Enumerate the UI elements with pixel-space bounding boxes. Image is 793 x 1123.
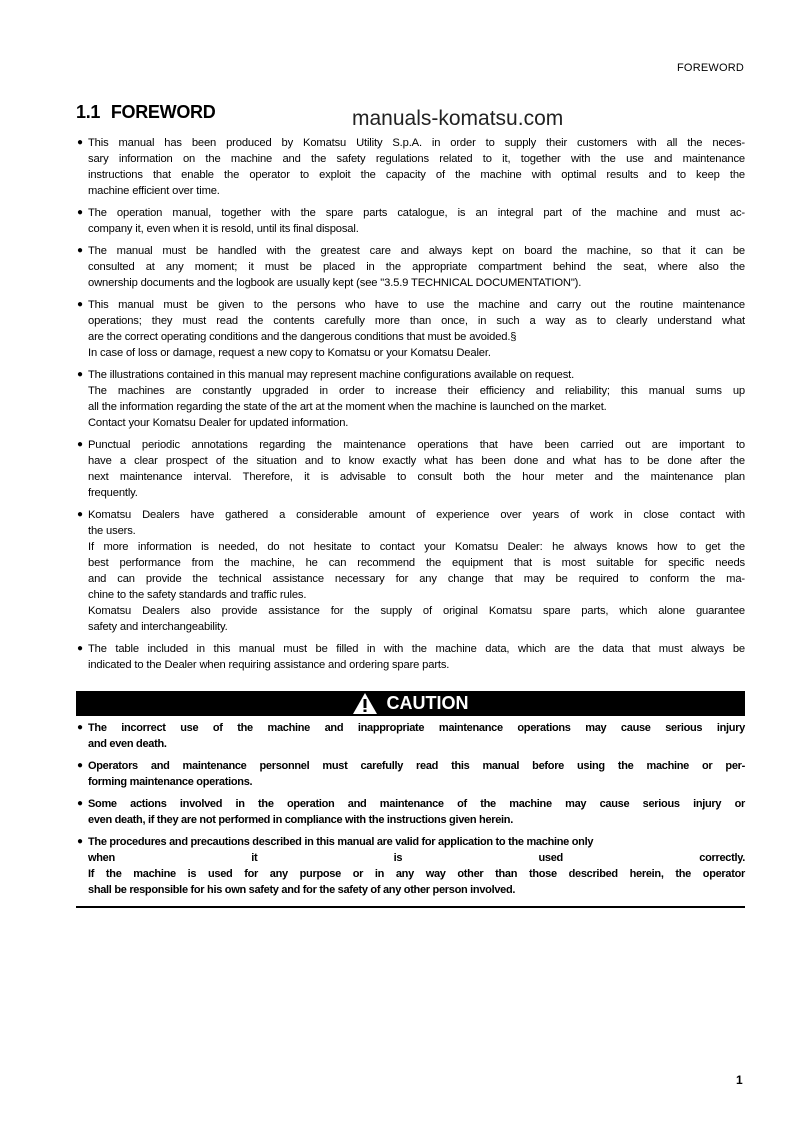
text-line: The illustrations contained in this manual may represent machine configurations available on request. xyxy=(88,369,575,381)
bullet-icon: ● xyxy=(77,369,83,380)
bullet-icon: ● xyxy=(77,439,83,450)
text-line: shall be responsible for his own safety and for the safety of any other person involved. xyxy=(88,884,516,896)
text-line: safety and interchangeability. xyxy=(88,621,228,633)
warning-triangle-icon xyxy=(353,693,377,714)
text-line: when it is used correctly. xyxy=(88,852,745,864)
bullet-icon: ● xyxy=(77,643,83,654)
bullet-icon: ● xyxy=(77,722,83,733)
caution-banner xyxy=(76,691,745,716)
text-line: forming maintenance operations. xyxy=(88,776,253,788)
bullet-paragraph xyxy=(76,243,745,291)
text-line: Punctual periodic annotations regarding the maintenance operations that have been carried out are important to xyxy=(88,439,745,451)
bullet-icon: ● xyxy=(77,299,83,310)
text-line: This manual must be given to the persons who have to use the machine and carry out the routine maintenance xyxy=(88,299,745,311)
text-line: The incorrect use of the machine and inappropriate maintenance operations may cause serious injury xyxy=(88,722,745,734)
text-line: operations; they must read the contents carefully more than once, in such a way as to clearly understand what xyxy=(88,315,745,327)
text-line: The procedures and precautions described in this manual are valid for application to the machine only xyxy=(88,836,594,848)
text-line: frequently. xyxy=(88,487,138,499)
text-line: all the information regarding the state of the art at the moment when the machine is launched on the market. xyxy=(88,401,607,413)
text-line: best performance from the machine, he can recommend the equipment that is most suitable for specific needs xyxy=(88,557,745,569)
caution-label: CAUTION xyxy=(386,693,469,713)
text-line: The machines are constantly upgraded in order to increase their efficiency and reliability; this manual sums up xyxy=(88,385,745,397)
text-line: The table included in this manual must be filled in with the machine data, which are the data that must always be xyxy=(88,643,745,655)
text-line: chine to the safety standards and traffic rules. xyxy=(88,589,307,601)
text-line: ownership documents and the logbook are usually kept (see "3.5.9 TECHNICAL DOCUMENTATION"). xyxy=(88,277,582,289)
bullet-icon: ● xyxy=(77,207,83,218)
text-line: and even death. xyxy=(88,738,167,750)
bullet-paragraph xyxy=(76,507,745,635)
bullet-paragraph xyxy=(76,834,745,898)
text-line: machine efficient over time. xyxy=(88,185,220,197)
bullet-paragraph xyxy=(76,135,745,199)
bullet-icon: ● xyxy=(77,509,83,520)
text-line: Komatsu Dealers have gathered a considerable amount of experience over years of work in close contact with xyxy=(88,509,745,521)
bullet-paragraph xyxy=(76,641,745,673)
text-line: Some actions involved in the operation and maintenance of the machine may cause serious injury or xyxy=(88,798,745,810)
text-line: and can provide the technical assistance necessary for any change that may be required to conform the ma- xyxy=(88,573,745,585)
text-line: If the machine is used for any purpose or in any way other than those described herein, the operator xyxy=(88,868,745,880)
text-line: In case of loss or damage, request a new copy to Komatsu or your Komatsu Dealer. xyxy=(88,347,491,359)
text-line: have a clear prospect of the situation and to know exactly what has been done and what has to be done after the xyxy=(88,455,745,467)
text-line: If more information is needed, do not hesitate to contact your Komatsu Dealer: he always knows how to get the xyxy=(88,541,745,553)
text-line: even death, if they are not performed in compliance with the instructions given herein. xyxy=(88,814,513,826)
text-line: Operators and maintenance personnel must carefully read this manual before using the machine or per- xyxy=(88,760,745,772)
bullet-icon: ● xyxy=(77,760,83,771)
text-line: The manual must be handled with the greatest care and always kept on board the machine, so that it can be xyxy=(88,245,745,257)
text-line: The operation manual, together with the spare parts catalogue, is an integral part of the machine and must ac- xyxy=(88,207,745,219)
text-line: This manual has been produced by Komatsu Utility S.p.A. in order to supply their customers with all the neces- xyxy=(88,137,745,149)
bullet-icon: ● xyxy=(77,137,83,148)
bullet-paragraph xyxy=(76,205,745,237)
text-line: Contact your Komatsu Dealer for updated information. xyxy=(88,417,349,429)
text-line: consulted at any moment; it must be placed in the appropriate compartment behind the seat, where also the xyxy=(88,261,745,273)
bullet-paragraph xyxy=(76,437,745,501)
bullet-paragraph xyxy=(76,367,745,431)
text-line: Komatsu Dealers also provide assistance for the supply of original Komatsu spare parts, which alone guarantee xyxy=(88,605,745,617)
bullet-icon: ● xyxy=(77,245,83,256)
page-number: 1 xyxy=(736,1073,743,1087)
text-line: are the correct operating conditions and the dangerous conditions that must be avoided.§ xyxy=(88,331,517,343)
text-line: instructions that enable the operator to exploit the capacity of the machine with optimal results and to keep the xyxy=(88,169,745,181)
bullet-paragraph xyxy=(76,297,745,361)
text-line: company it, even when it is resold, until its final disposal. xyxy=(88,223,359,235)
watermark: manuals-komatsu.com xyxy=(352,107,564,130)
bullet-paragraph xyxy=(76,796,745,828)
section-rule xyxy=(76,906,745,908)
text-line: indicated to the Dealer when requiring assistance and ordering spare parts. xyxy=(88,659,450,671)
bullet-icon: ● xyxy=(77,798,83,809)
foreword-body xyxy=(76,135,745,679)
bullet-paragraph xyxy=(76,758,745,790)
caution-body xyxy=(76,720,745,904)
text-line: the users. xyxy=(88,525,136,537)
bullet-icon: ● xyxy=(77,836,83,847)
text-line: next maintenance interval. Therefore, it is advisable to consult both the hour meter and the maintenance plan xyxy=(88,471,745,483)
running-header: FOREWORD xyxy=(677,62,744,74)
page-title: 1.1 FOREWORD xyxy=(76,102,216,122)
bullet-paragraph xyxy=(76,720,745,752)
text-line: sary information on the machine and the safety regulations related to it, together with the use and maintenance xyxy=(88,153,745,165)
